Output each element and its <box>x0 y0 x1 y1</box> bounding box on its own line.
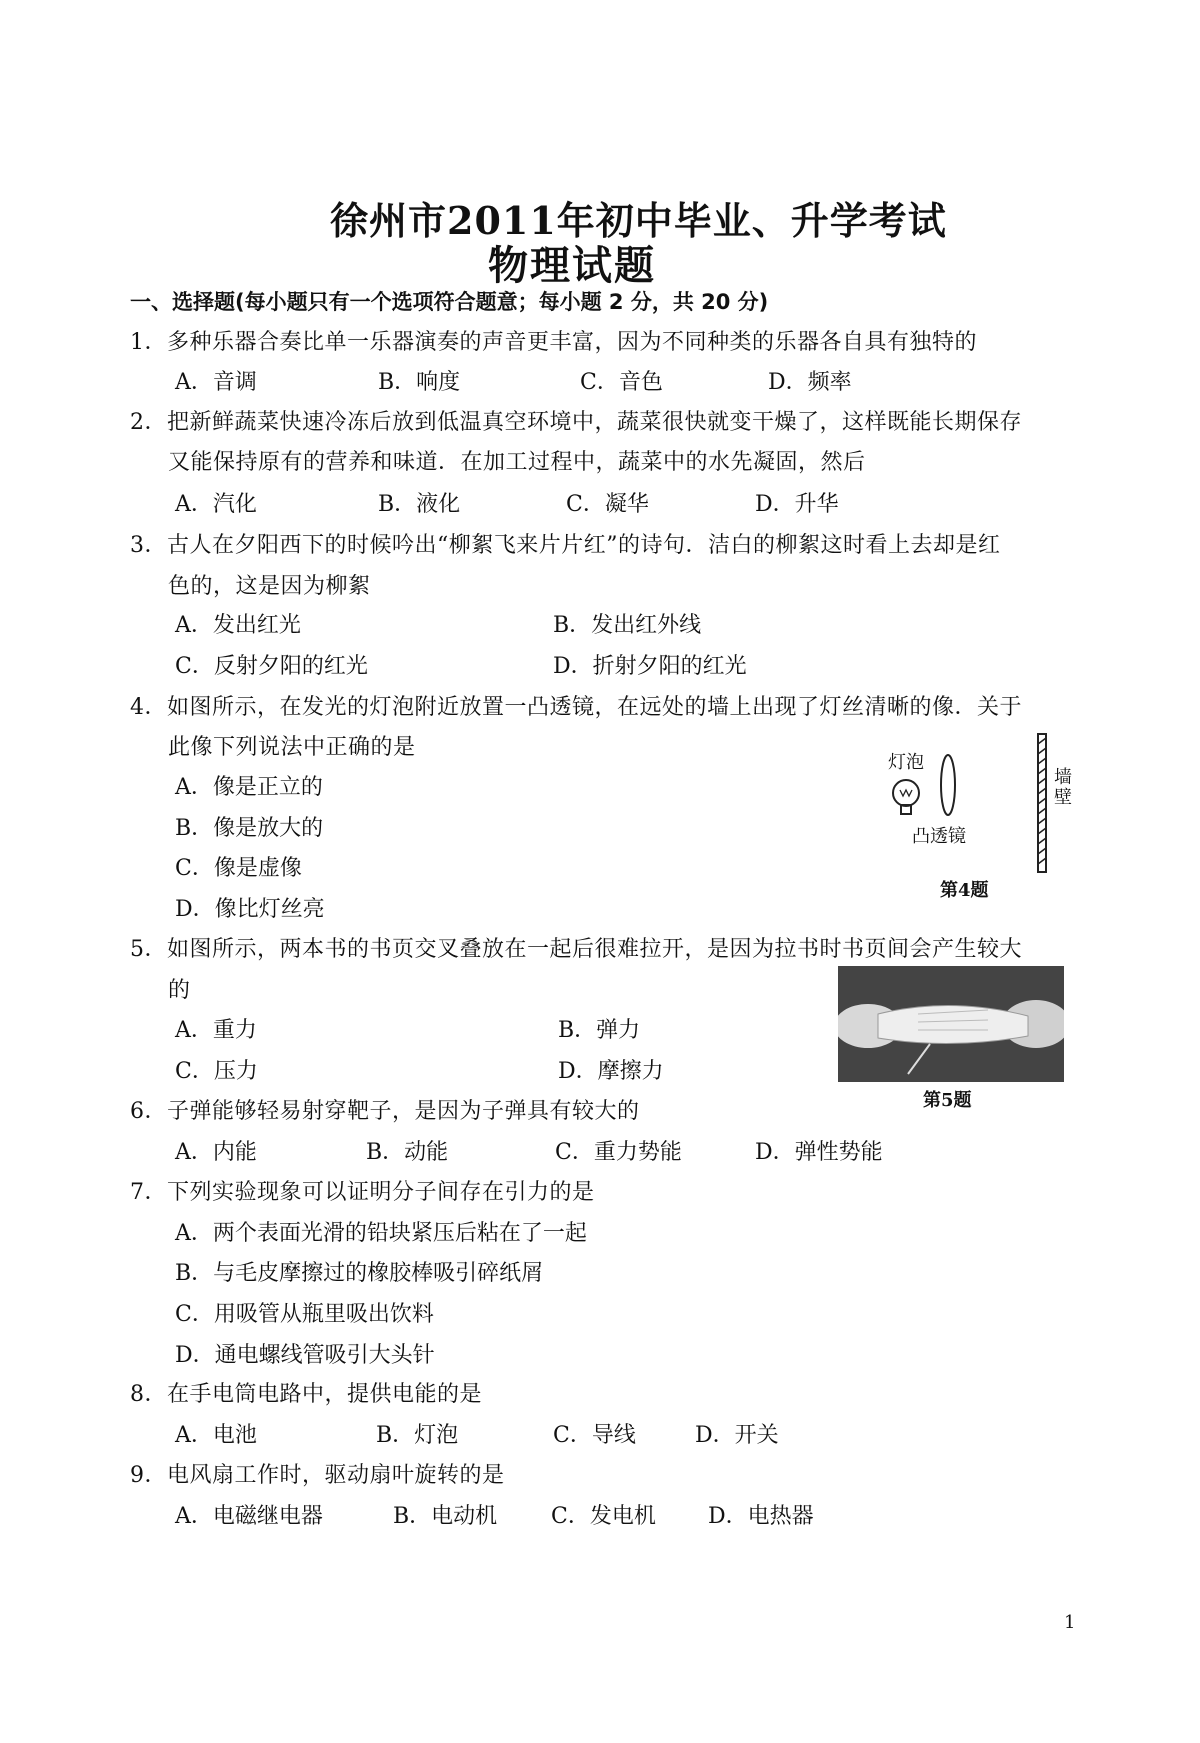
question-4-option-c: C．像是虚像 <box>175 856 302 881</box>
question-2-option-b: B．液化 <box>378 492 461 517</box>
question-8-option-c: C．导线 <box>553 1423 636 1448</box>
question-2-option-c: C．凝华 <box>566 492 649 517</box>
question-2-option-d: D．升华 <box>755 492 839 517</box>
wall-label: 墙壁 <box>1054 767 1072 808</box>
question-5-option-a: A．重力 <box>175 1018 257 1043</box>
question-8-option-b: B．灯泡 <box>376 1423 459 1448</box>
question-3-stem-line1: 3．古人在夕阳西下的时候吟出“柳絮飞来片片红”的诗句．洁白的柳絮这时看上去却是红 <box>130 533 1001 558</box>
bulb-icon <box>893 780 919 814</box>
figure-4-caption: 第4题 <box>940 880 989 901</box>
question-9-option-a: A．电磁继电器 <box>175 1504 323 1529</box>
question-8-option-d: D．开关 <box>695 1423 779 1448</box>
question-2-stem-line2: 又能保持原有的营养和味道．在加工过程中，蔬菜中的水先凝固，然后 <box>168 450 866 475</box>
figure-5-caption: 第5题 <box>923 1090 972 1111</box>
question-4-stem-line1: 4．如图所示，在发光的灯泡附近放置一凸透镜，在远处的墙上出现了灯丝清晰的像．关于 <box>130 695 1023 720</box>
question-1-option-a: A．音调 <box>175 370 257 395</box>
exam-title: 徐州市2011年初中毕业、升学考试 <box>330 198 947 243</box>
question-5-photo <box>838 966 1064 1082</box>
books-photo <box>838 966 1064 1082</box>
lens-label: 凸透镜 <box>912 826 966 847</box>
question-3-option-b: B．发出红外线 <box>553 613 702 638</box>
question-9-stem: 9．电风扇工作时，驱动扇叶旋转的是 <box>130 1463 505 1488</box>
question-6-option-d: D．弹性势能 <box>755 1140 883 1165</box>
question-3-option-d: D．折射夕阳的红光 <box>553 654 747 679</box>
question-2-option-a: A．汽化 <box>175 492 257 517</box>
question-1-option-d: D．频率 <box>768 370 852 395</box>
question-5-option-b: B．弹力 <box>558 1018 641 1043</box>
question-9-option-c: C．发电机 <box>551 1504 656 1529</box>
question-9-option-d: D．电热器 <box>708 1504 814 1529</box>
question-4-stem-line2: 此像下列说法中正确的是 <box>168 735 416 760</box>
question-4-option-d: D．像比灯丝亮 <box>175 897 325 922</box>
question-3-stem-line2: 色的，这是因为柳絮 <box>168 574 371 599</box>
question-7-option-b: B．与毛皮摩擦过的橡胶棒吸引碎纸屑 <box>175 1261 544 1286</box>
question-4-option-a: A．像是正立的 <box>175 775 323 800</box>
question-8-option-a: A．电池 <box>175 1423 257 1448</box>
convex-lens-shape <box>941 755 955 815</box>
question-5-option-c: C．压力 <box>175 1059 258 1084</box>
exam-subtitle: 物理试题 <box>488 242 656 289</box>
question-7-stem: 7．下列实验现象可以证明分子间存在引力的是 <box>130 1180 595 1205</box>
question-5-stem-line2: 的 <box>168 978 191 1003</box>
question-7-option-c: C．用吸管从瓶里吸出饮料 <box>175 1302 434 1327</box>
question-4-option-b: B．像是放大的 <box>175 816 324 841</box>
question-7-option-a: A．两个表面光滑的铅块紧压后粘在了一起 <box>175 1221 587 1246</box>
question-6-option-a: A．内能 <box>175 1140 257 1165</box>
question-2-stem-line1: 2．把新鲜蔬菜快速冷冻后放到低温真空环境中，蔬菜很快就变干燥了，这样既能长期保存 <box>130 410 1023 435</box>
section-heading: 一、选择题(每小题只有一个选项符合题意；每小题 2 分，共 20 分) <box>130 290 769 314</box>
bulb-label: 灯泡 <box>888 752 924 773</box>
question-7-option-d: D．通电螺线管吸引大头针 <box>175 1343 435 1368</box>
question-8-stem: 8．在手电筒电路中，提供电能的是 <box>130 1382 482 1407</box>
question-9-option-b: B．电动机 <box>393 1504 498 1529</box>
question-1-option-b: B．响度 <box>378 370 461 395</box>
question-1-option-c: C．音色 <box>580 370 663 395</box>
question-6-stem: 6．子弹能够轻易射穿靶子，是因为子弹具有较大的 <box>130 1099 640 1124</box>
question-5-option-d: D．摩擦力 <box>558 1059 664 1084</box>
question-1-stem: 1．多种乐器合奏比单一乐器演奏的声音更丰富，因为不同种类的乐器各自具有独特的 <box>130 330 977 355</box>
question-3-option-a: A．发出红光 <box>175 613 301 638</box>
question-6-option-c: C．重力势能 <box>555 1140 682 1165</box>
page-number: 1 <box>1064 1612 1076 1633</box>
question-6-option-b: B．动能 <box>366 1140 449 1165</box>
question-3-option-c: C．反射夕阳的红光 <box>175 654 368 679</box>
question-4-figure <box>870 730 1090 900</box>
question-5-stem-line1: 5．如图所示，两本书的书页交叉叠放在一起后很难拉开，是因为拉书时书页间会产生较大 <box>130 937 1023 962</box>
wall-shape <box>1038 734 1046 872</box>
